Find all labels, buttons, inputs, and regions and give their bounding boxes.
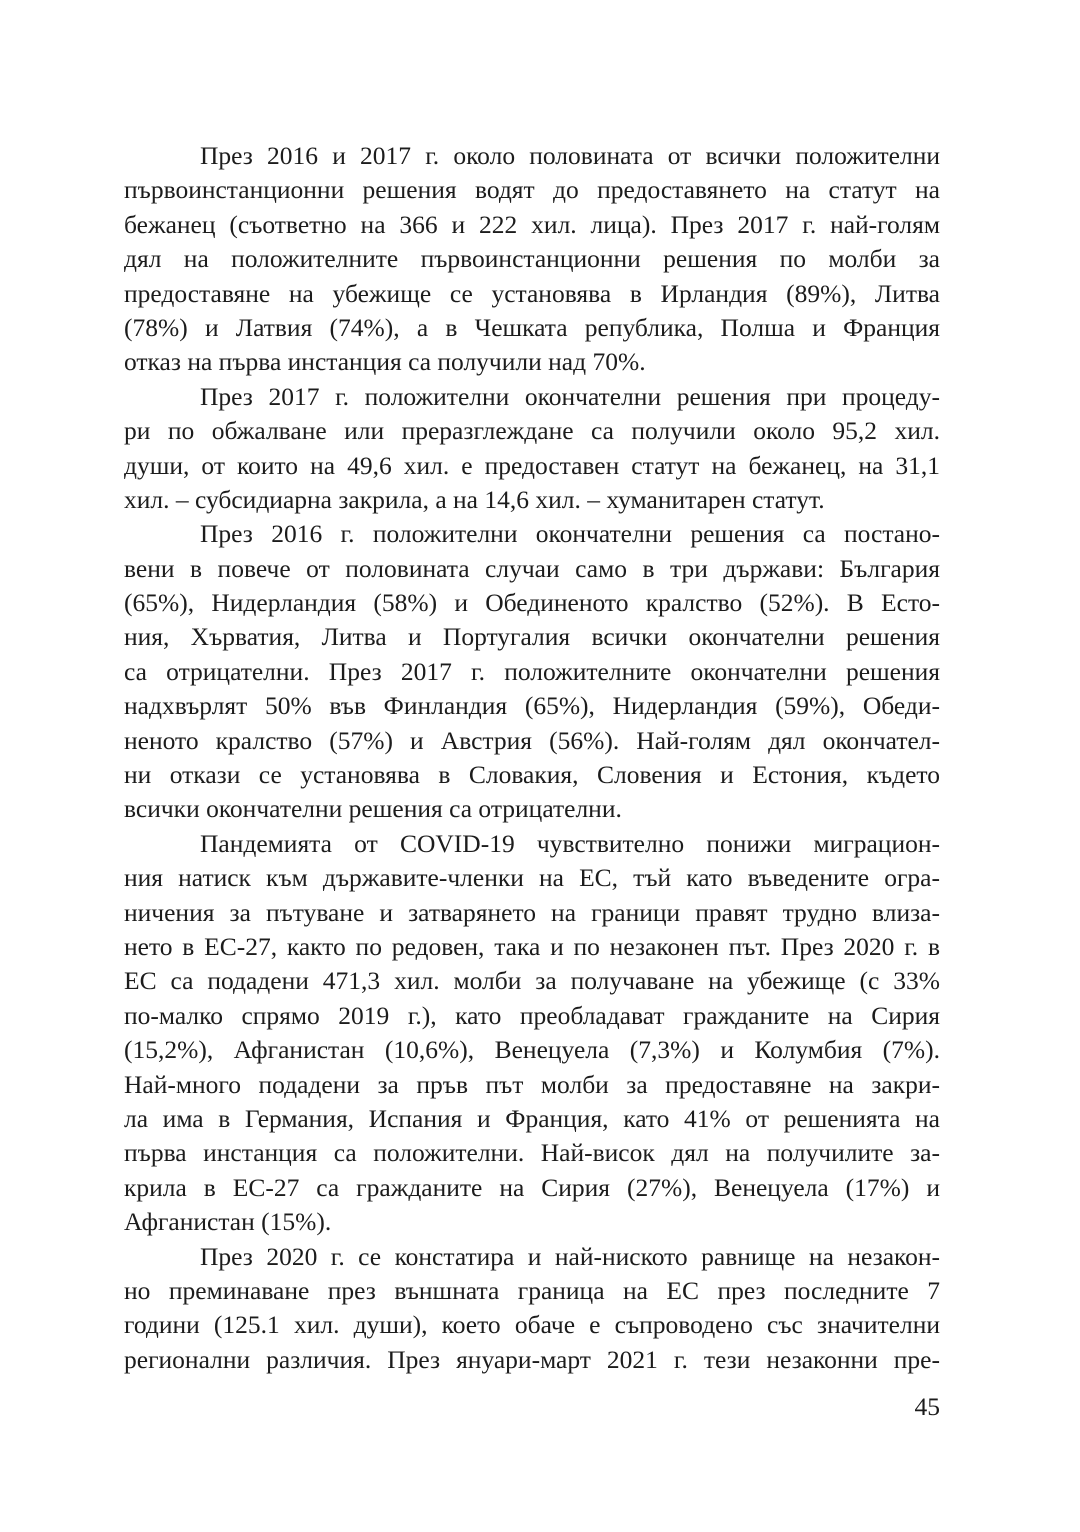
text-line: регионални различия. През януари-март 2021 г. тези незаконни пре- [124,1344,940,1374]
text-line: предоставяне на убежище се установява в Ирландия (89%), Литва [124,278,940,308]
text-line: крила в ЕС-27 са гражданите на Сирия (27%), Венецуела (17%) и [124,1172,940,1202]
text-line: първа инстанция са положителни. Най-висок дял на получилите за- [124,1138,940,1168]
text-line: години (125.1 хил. души), което обаче е съпроводено със значителни [124,1310,940,1340]
text-line: ничения за пътуване и затварянето на граници правят трудно влиза- [124,897,940,927]
paragraph [124,139,940,380]
text-line: Пандемията от COVID-19 чувствително понижи миграцион- [200,828,940,858]
text-line: по-малко спрямо 2019 г.), като преобладават гражданите на Сирия [124,1000,940,1030]
text-line: ния, Хърватия, Литва и Португалия всички окончателни решения [124,622,940,652]
text-line: нето в ЕС-27, както по редовен, така и по незаконен път. През 2020 г. в [124,931,940,961]
text-line: През 2016 г. положителни окончателни решения са постано- [200,519,940,549]
text-line: През 2016 и 2017 г. около половината от всички положителни [200,141,940,170]
text-line: (78%) и Латвия (74%), а в Чешката република, Полша и Франция [124,312,940,342]
text-line: През 2020 г. се констатира и най-ниското равнище на незакон- [200,1241,940,1271]
paragraph [124,827,940,1240]
text-line: хил. – субсидиарна закрила, а на 14,6 хил. – хуманитарен статут. [124,484,825,514]
text-line: ния натиск към държавите-членки на ЕС, тъй като въведените огра- [124,863,940,893]
text-line: (65%), Нидерландия (58%) и Обединеното кралство (52%). В Есто- [124,588,940,618]
paragraph [124,380,940,518]
paragraph [124,517,940,827]
text-line: ЕС са подадени 471,3 хил. молби за получаване на убежище (с 33% [124,966,940,996]
page-number: 45 [914,1392,940,1421]
text-line: ри по обжалване или преразглеждане са получили около 95,2 хил. [124,416,940,446]
text-line: първоинстанционни решения водят до предоставянето на статут на [124,175,940,205]
paragraph [124,1240,940,1378]
text-line: вени в повече от половината случаи само в три държави: България [124,553,940,583]
text-line: всички окончателни решения са отрицателни. [124,794,622,824]
text-line: бежанец (съответно на 366 и 222 хил. лица). През 2017 г. най-голям [124,209,940,239]
text-line: неното кралство (57%) и Австрия (56%). Най-голям дял окончател- [124,725,940,755]
text-line: Най-много подадени за пръв път молби за предоставяне на закри- [124,1069,940,1099]
body-text [124,139,940,1377]
text-line: ни откази се установява в Словакия, Словения и Естония, където [124,760,940,790]
text-line: (15,2%), Афганистан (10,6%), Венецуела (7,3%) и Колумбия (7%). [124,1035,940,1065]
text-line: дял на положителните първоинстанционни решения по молби за [124,244,940,274]
text-line: са отрицателни. През 2017 г. положителните окончателни решения [124,656,940,686]
text-line: ла има в Германия, Испания и Франция, като 41% от решенията на [124,1103,940,1133]
text-line: души, от които на 49,6 хил. е предоставен статут на бежанец, на 31,1 [124,450,940,480]
text-line: През 2017 г. положителни окончателни решения при процеду- [200,381,940,411]
text-line: отказ на първа инстанция са получили над 70%. [124,347,646,377]
text-line: надхвърлят 50% във Финландия (65%), Нидерландия (59%), Обеди- [124,691,940,721]
text-line: Афганистан (15%). [124,1207,332,1237]
text-line: но преминаване през външната граница на ЕС през последните 7 [124,1275,940,1305]
